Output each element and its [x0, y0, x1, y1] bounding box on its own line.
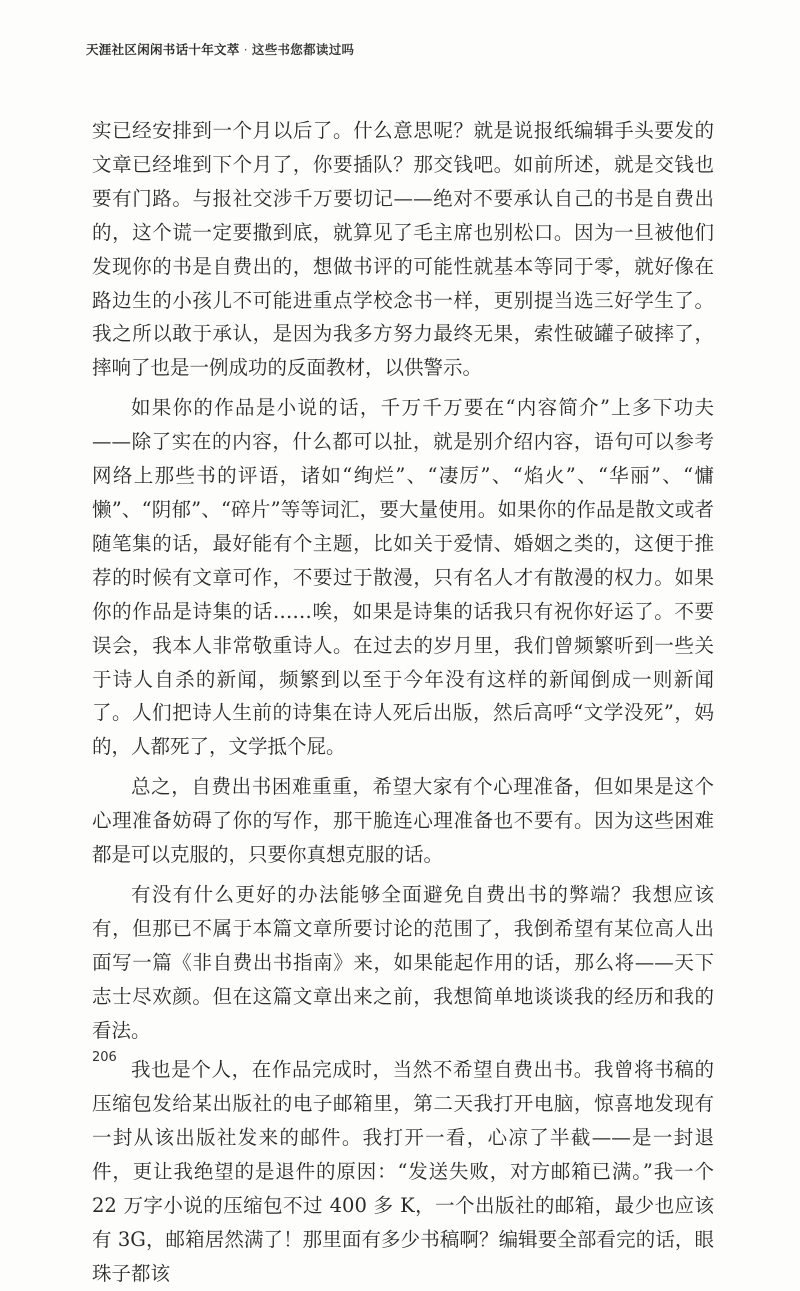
page-number: 206 — [92, 1050, 117, 1065]
paragraph: 有没有什么更好的办法能够全面避免自费出书的弊端？我想应该有，但那已不属于本篇文章所要讨论的范围了，我倒希望有某位高人出面写一篇《非自费出书指南》来，如果能起作用的话，那么将——天下志士尽欢颜。但在这篇文章出来之前，我想简单地谈谈我的经历和我的看法。 — [92, 882, 714, 1042]
chapter-title: 这些书您都读过吗 — [251, 42, 355, 57]
paragraph: 实已经安排到一个月以后了。什么意思呢？就是说报纸编辑手头要发的文章已经堆到下个月了，你要插队？那交钱吧。如前所述，就是交钱也要有门路。与报社交涉千万要切记——绝对不要承认自己的书是自费出的，这个谎一定要撒到底，就算见了毛主席也别松口。因为一旦被他们发现你的书是自费出的，想做书评的可能性就基本等同于零，就好像在路边生的小孩儿不可能进重点学校念书一样，更别提当选三好学生了。我之所以敢于承认，是因为我多方努力最终无果，索性破罐子破摔了，摔响了也是一例成功的反面教材，以供警示。 — [92, 119, 714, 380]
paragraph: 如果你的作品是小说的话，千万千万要在“内容简介”上多下功夫——除了实在的内容，什么都可以扯，就是别介绍内容，语句可以参考网络上那些书的评语，诸如“绚烂”、“凄厉”、“焰火”、“华丽”、“慵懒”、“阴郁”、“碎片”等等词汇，要大量使用。如果你的作品是散文或者随笔集的话，最好能有个主题，比如关于爱情、婚姻之类的，这便于推荐的时候有文章可作，不要过于散漫，只有名人才有散漫的权力。如果你的作品是诗集的话……唉，如果是诗集的话我只有祝你好运了。不要误会，我本人非常敬重诗人。在过去的岁月里，我们曾频繁听到一些关于诗人自杀的新闻，频繁到以至于今年没有这样的新闻倒成一则新闻了。人们把诗人生前的诗集在诗人死后出版，然后高呼“文学没死”，妈的，人都死了，文学抵个屁。 — [92, 396, 714, 759]
header-separator: · — [243, 42, 248, 57]
paragraph: 总之，自费出书困难重重，希望大家有个心理准备，但如果是这个心理准备妨碍了你的写作，那干脆连心理准备也不要有。因为这些困难都是可以克服的，只要你真想克服的话。 — [92, 775, 714, 867]
paragraph: 我也是个人，在作品完成时，当然不希望自费出书。我曾将书稿的压缩包发给某出版社的电子邮箱里，第二天我打开电脑，惊喜地发现有一封从该出版社发来的邮件。我打开一看，心凉了半截——是一封退件，更让我绝望的是退件的原因：“发送失败，对方邮箱已满。”我一个 22 万字小说的压缩包不过 400 多 K，一个出版社的邮箱，最少也应该有 3G，邮箱居然满了！那里面有多少书稿啊？编辑要全部看完的话，眼珠子都该 — [92, 1058, 714, 1285]
book-title: 天涯社区闲闲书话十年文萃 — [86, 42, 240, 57]
running-header — [86, 40, 354, 58]
body-text — [92, 114, 714, 1291]
